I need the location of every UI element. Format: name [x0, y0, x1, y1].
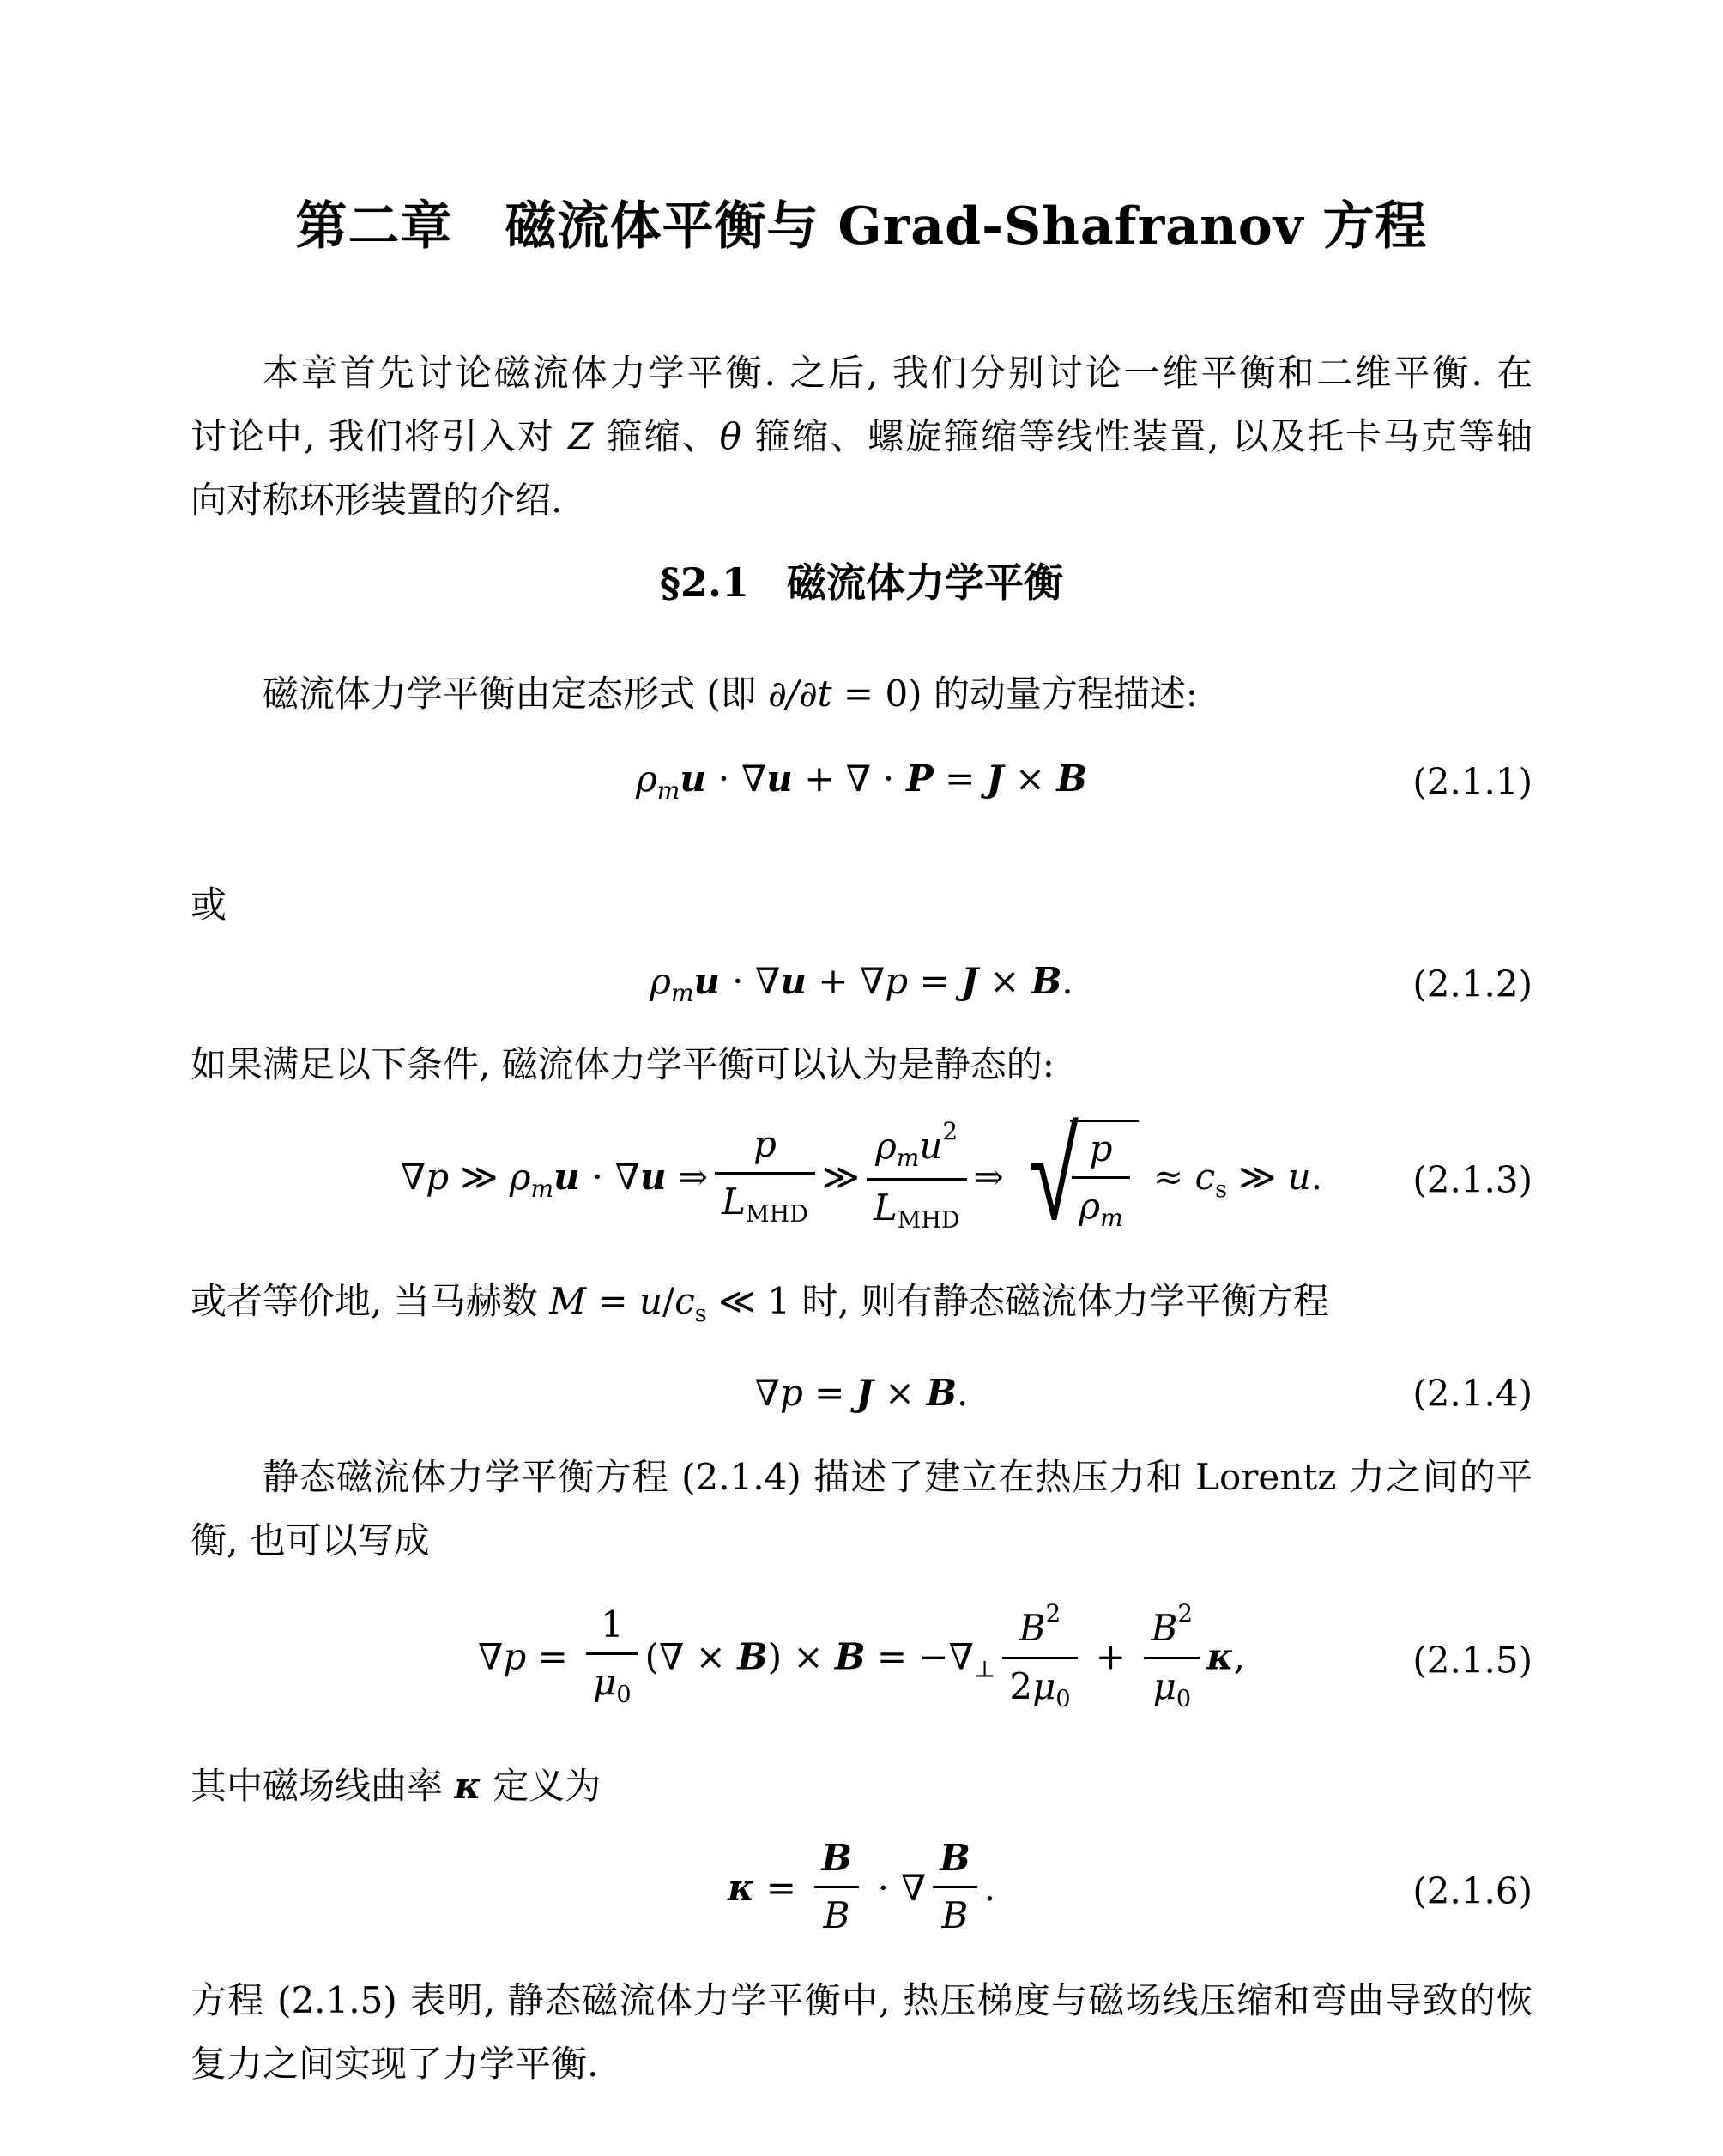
- fraction: [715, 1123, 815, 1229]
- math-op: /: [662, 1279, 675, 1322]
- math-op: (∇ ×: [644, 1635, 738, 1678]
- math-var: B: [1151, 1607, 1178, 1650]
- math-op: ×: [1003, 758, 1057, 800]
- fraction-denominator: B: [814, 1886, 859, 1937]
- text-run: 静态磁流体力学平衡方程 (2.1.4) 描述了建立在热压力和 Lorentz 力之间的平: [263, 1455, 1533, 1498]
- math-var: μ: [1152, 1664, 1176, 1707]
- text-run: 方程 (2.1.5) 表明, 静态磁流体力学平衡中, 热压梯度与磁场线压缩和弯曲导致的恢: [190, 1978, 1533, 2021]
- text-run: 其中磁场线曲率: [190, 1764, 455, 1807]
- math-op: ⇒: [973, 1155, 1016, 1198]
- fraction-numerator: B: [940, 1836, 970, 1879]
- math-var: B: [835, 1635, 866, 1678]
- math-op: ⇒: [666, 1155, 709, 1198]
- math-sub: 0: [1176, 1685, 1192, 1712]
- math-sub: m: [896, 1143, 920, 1172]
- math-var: u: [553, 1155, 580, 1198]
- text-run: 向对称环形装置的介绍.: [190, 479, 563, 521]
- equation-row-2-1-5: [190, 1587, 1533, 1733]
- fraction-denominator: [1144, 1657, 1200, 1713]
- text-run: 磁流体力学平衡由定态形式 (即: [263, 672, 769, 715]
- text-line: [190, 1969, 1533, 2032]
- equation-row-2-1-2: [190, 937, 1533, 1031]
- math-var: p: [779, 1371, 803, 1414]
- paragraph-kappa: [190, 1754, 1533, 1818]
- fraction: [1144, 1599, 1200, 1713]
- fraction-denominator: [1002, 1657, 1077, 1713]
- math-op: ∇: [754, 1371, 780, 1414]
- math-var: p: [885, 960, 909, 1003]
- math-var: ρ: [1079, 1185, 1101, 1228]
- equation-2-1-4: [755, 1371, 969, 1416]
- fraction: [867, 1117, 967, 1235]
- math-var: u: [780, 960, 807, 1003]
- equation-row-2-1-4: [190, 1346, 1533, 1440]
- math-var: u: [693, 960, 721, 1003]
- fraction: [933, 1837, 977, 1938]
- math-op: .: [983, 1866, 996, 1909]
- math-var: L: [873, 1187, 898, 1229]
- math-op: ∇: [478, 1635, 504, 1678]
- math-op: ⋅ ∇: [579, 1155, 641, 1198]
- math-var: J: [961, 960, 978, 1003]
- math-op: =: [586, 1279, 639, 1322]
- equation-row-2-1-6: [190, 1818, 1533, 1964]
- math-var: L: [722, 1181, 746, 1223]
- equation-number: (2.1.2): [1412, 963, 1533, 1006]
- fraction-denominator: [586, 1652, 638, 1709]
- fraction-numerator: [867, 1117, 967, 1179]
- math-sub: m: [670, 979, 694, 1008]
- fraction-denominator: [715, 1172, 815, 1229]
- math-sub: MHD: [746, 1201, 808, 1229]
- text-run: 如果满足以下条件, 磁流体力学平衡可以认为是静态的:: [190, 1042, 1055, 1085]
- math-op: +: [1084, 1635, 1138, 1678]
- text-run: 复力之间实现了力学平衡.: [190, 2042, 599, 2085]
- math-var: c: [1194, 1155, 1216, 1198]
- math-var: p: [426, 1155, 450, 1198]
- text-run: 讨论中, 我们将引入对: [190, 415, 569, 457]
- text-run: 定义为: [481, 1764, 602, 1807]
- math-var: B: [737, 1635, 768, 1678]
- fraction-numerator: [1144, 1599, 1200, 1656]
- math-var: P: [906, 758, 934, 800]
- math-var: p: [503, 1635, 527, 1678]
- equation-2-1-3: [400, 1101, 1323, 1251]
- text-line: [190, 662, 1533, 726]
- text-run: 或: [190, 883, 227, 926]
- paragraph-condition: [190, 1033, 1533, 1096]
- math-var-c: c: [674, 1279, 695, 1322]
- math-op: ⋅ ∇: [705, 758, 767, 800]
- text-run: 箍缩、: [593, 415, 720, 457]
- text-line: [190, 1509, 1533, 1573]
- math-op: =: [908, 960, 962, 1003]
- equation-number: (2.1.3): [1412, 1158, 1533, 1201]
- math-op: ≫: [821, 1155, 860, 1198]
- math-op: ×: [873, 1371, 927, 1414]
- fraction: [1002, 1599, 1077, 1713]
- math-op: + ∇: [807, 960, 886, 1003]
- chapter-title: 第二章 磁流体平衡与 Grad-Shafranov 方程: [295, 196, 1428, 257]
- math-sub: 0: [616, 1682, 632, 1709]
- text-run: ≪ 1 时, 则有静态磁流体力学平衡方程: [706, 1279, 1330, 1322]
- math-op: .: [957, 1371, 969, 1414]
- equation-number: (2.1.5): [1412, 1639, 1533, 1682]
- math-var-kappa: κ: [454, 1764, 481, 1807]
- math-op: ≫: [449, 1155, 510, 1198]
- fraction-denominator: [1072, 1176, 1129, 1233]
- math-var: J: [986, 758, 1004, 800]
- math-sub-perp: ⊥: [973, 1656, 996, 1683]
- paragraph-intro: [190, 341, 1533, 532]
- fraction: [586, 1603, 638, 1710]
- math-var: B: [1019, 1607, 1046, 1650]
- math-op: ∇: [400, 1155, 426, 1198]
- text-run: 或者等价地, 当马赫数: [190, 1279, 550, 1322]
- math-partial-t: ∂/∂t: [768, 672, 832, 715]
- math-op: =: [802, 1371, 856, 1414]
- math-sub: m: [656, 776, 680, 806]
- math-sub: s: [1215, 1175, 1227, 1203]
- math-op: ) ×: [767, 1635, 835, 1678]
- math-op: ≈: [1141, 1155, 1195, 1198]
- math-var: μ: [1032, 1664, 1056, 1707]
- text-line: [190, 468, 1533, 532]
- fraction-denominator: B: [933, 1886, 977, 1937]
- fraction-numerator: p: [753, 1122, 777, 1165]
- math-sup: 2: [1045, 1599, 1061, 1628]
- text-line: [190, 341, 1533, 405]
- math-num: 2: [1009, 1664, 1033, 1707]
- equation-2-1-5: [478, 1599, 1245, 1717]
- math-sub: m: [1100, 1204, 1123, 1233]
- equation-2-1-6: [727, 1836, 996, 1942]
- text-line: [190, 1033, 1533, 1096]
- math-sub: m: [530, 1174, 554, 1203]
- fraction-denominator: [867, 1178, 967, 1235]
- math-var: μ: [593, 1661, 617, 1704]
- math-sub: 0: [1055, 1685, 1071, 1712]
- math-var: u: [919, 1124, 943, 1167]
- text-line: [190, 1754, 1533, 1818]
- math-op: ≫: [1226, 1155, 1288, 1198]
- math-sub: MHD: [897, 1207, 960, 1235]
- math-op: ⋅ ∇: [720, 960, 781, 1003]
- text-run: 箍缩、螺旋箍缩等线性装置, 以及托卡马克等轴: [741, 415, 1533, 457]
- section-number: §2.1: [659, 559, 750, 606]
- math-op: .: [1310, 1155, 1323, 1198]
- fraction-numerator: p: [1089, 1126, 1113, 1169]
- paragraph-or: [190, 873, 1533, 937]
- math-op: ⋅ ∇: [865, 1866, 927, 1909]
- equation-2-1-1: [636, 757, 1087, 806]
- math-var: B: [1056, 758, 1087, 800]
- math-var: ρ: [875, 1124, 897, 1167]
- text-line: [190, 1446, 1533, 1509]
- section-heading: [190, 558, 1533, 609]
- fraction-numerator: [1002, 1599, 1077, 1656]
- math-var: u: [766, 758, 793, 800]
- math-op: =: [754, 1866, 808, 1909]
- math-op: + ∇ ⋅: [792, 758, 907, 800]
- math-var-kappa: κ: [727, 1866, 755, 1909]
- fraction-numerator: 1: [601, 1603, 624, 1646]
- equation-number: (2.1.1): [1412, 760, 1533, 803]
- math-op: =: [526, 1635, 580, 1678]
- math-var-M: M: [549, 1279, 587, 1322]
- math-var: ρ: [636, 758, 657, 800]
- math-sup: 2: [1177, 1599, 1194, 1628]
- math-var-theta: θ: [719, 415, 741, 457]
- radical-sign: √: [1029, 1101, 1079, 1251]
- text-line: [190, 873, 1533, 937]
- section-title: 磁流体力学平衡: [787, 559, 1064, 606]
- fraction: [814, 1837, 859, 1938]
- equation-row-2-1-1: [190, 734, 1533, 829]
- radicand: [1070, 1120, 1138, 1233]
- text-line: [190, 405, 1533, 468]
- math-op: ×: [977, 960, 1031, 1003]
- math-var: B: [926, 1371, 958, 1414]
- square-root: [1019, 1101, 1139, 1251]
- math-var: B: [1031, 960, 1062, 1003]
- paragraph-mach: [190, 1270, 1533, 1346]
- equation-number: (2.1.4): [1412, 1372, 1533, 1415]
- math-var-kappa: κ: [1206, 1635, 1234, 1678]
- text-run: 衡, 也可以写成: [190, 1519, 430, 1561]
- text-line: [190, 1270, 1533, 1346]
- math-var: ρ: [650, 960, 671, 1003]
- equation-row-2-1-3: [190, 1098, 1533, 1261]
- fraction-numerator: B: [821, 1836, 852, 1879]
- text-run: 本章首先讨论磁流体力学平衡. 之后, 我们分别讨论一维平衡和二维平衡. 在: [263, 352, 1533, 394]
- math-op: =: [933, 758, 987, 800]
- math-op: .: [1061, 960, 1073, 1003]
- paragraph-lorentz: [190, 1446, 1533, 1573]
- math-var: u: [680, 758, 706, 800]
- paragraph-description: [190, 662, 1533, 726]
- math-var-u: u: [638, 1279, 663, 1322]
- equation-2-1-2: [650, 959, 1073, 1008]
- math-var: J: [855, 1371, 874, 1414]
- math-sub: s: [694, 1300, 707, 1327]
- math-op: ,: [1233, 1635, 1245, 1678]
- paragraph-final: [190, 1969, 1533, 2096]
- math-var: u: [640, 1155, 667, 1198]
- math-var: ρ: [509, 1155, 531, 1198]
- math-var-Z: Z: [568, 415, 594, 457]
- math-var: u: [1287, 1155, 1311, 1198]
- math-op: = −∇: [865, 1635, 974, 1678]
- equation-number: (2.1.6): [1412, 1869, 1533, 1912]
- text-run: = 0) 的动量方程描述:: [831, 672, 1199, 715]
- fraction: [1072, 1127, 1129, 1233]
- math-sup: 2: [942, 1116, 958, 1145]
- text-line: [190, 2032, 1533, 2096]
